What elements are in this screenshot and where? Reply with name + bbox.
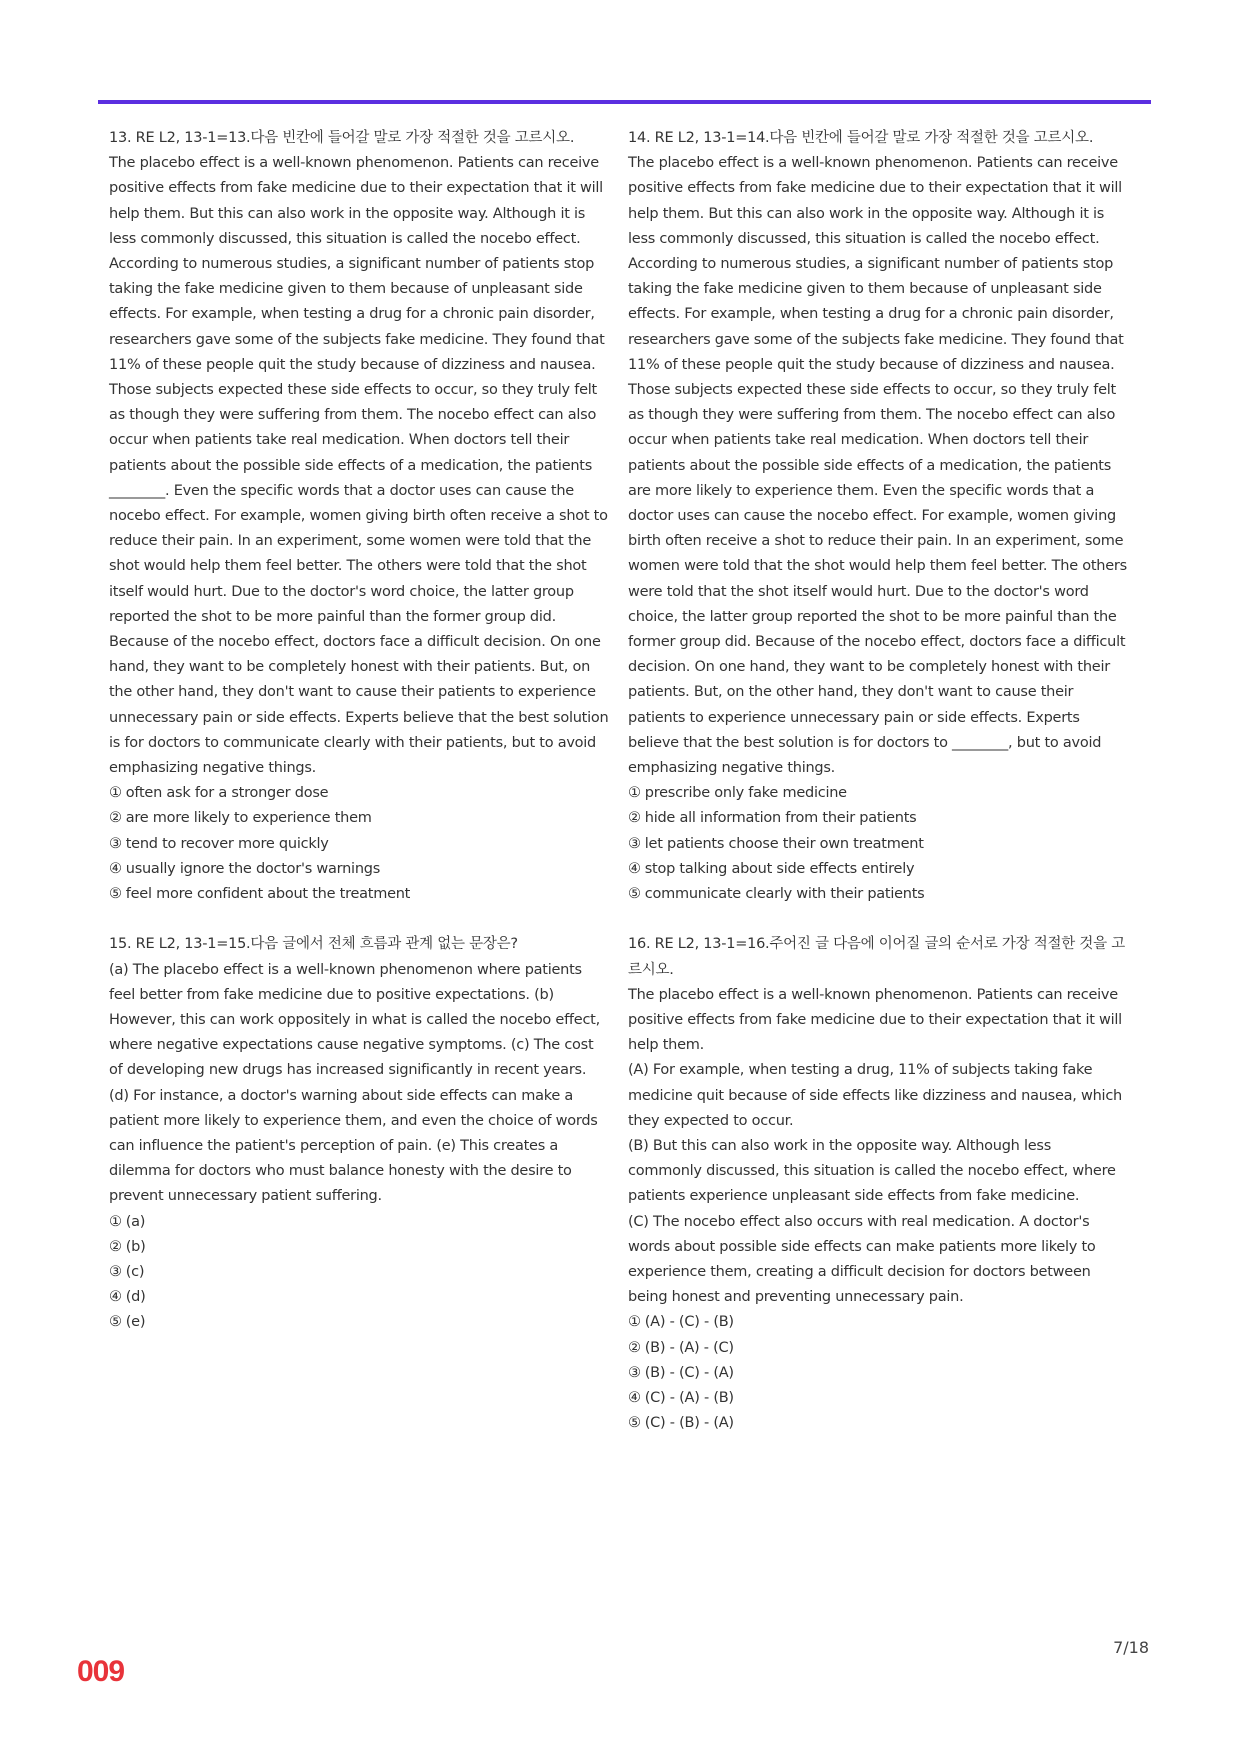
option-item[interactable] bbox=[109, 882, 609, 907]
option-number: ② bbox=[628, 810, 641, 827]
option-number: ⑤ bbox=[109, 886, 122, 903]
top-divider bbox=[98, 100, 1151, 104]
option-text: (b) bbox=[125, 1238, 146, 1255]
option-text: often ask for a stronger dose bbox=[125, 785, 329, 802]
option-number: ② bbox=[109, 1238, 122, 1255]
option-number: ① bbox=[628, 1314, 641, 1331]
option-number: ⑤ bbox=[628, 886, 641, 903]
option-item[interactable] bbox=[628, 857, 1128, 882]
right-column bbox=[628, 126, 1128, 1461]
question-16 bbox=[628, 932, 1128, 1436]
option-item[interactable] bbox=[109, 1235, 609, 1260]
option-text: feel more confident about the treatment bbox=[125, 886, 411, 903]
option-text: communicate clearly with their patients bbox=[644, 886, 925, 903]
option-number: ③ bbox=[109, 835, 122, 852]
option-number: ① bbox=[109, 1213, 122, 1230]
option-text: hide all information from their patients bbox=[644, 810, 917, 827]
question-14-header: 14. RE L2, 13-1=14.다음 빈칸에 들어갈 말로 가장 적절한 것을 고르시오. bbox=[628, 130, 1094, 146]
option-number: ② bbox=[109, 810, 122, 827]
option-text: (C) - (A) - (B) bbox=[644, 1389, 734, 1406]
option-text: (d) bbox=[125, 1289, 146, 1306]
question-15-header: 15. RE L2, 13-1=15.다음 글에서 전체 흐름과 관계 없는 문장은? bbox=[109, 936, 518, 953]
option-number: ② bbox=[628, 1339, 641, 1356]
option-item[interactable] bbox=[628, 1361, 1128, 1386]
option-number: ④ bbox=[109, 1289, 122, 1306]
page-number: 7/18 bbox=[1113, 1638, 1149, 1657]
question-16-paragraph-c: (C) The nocebo effect also occurs with real medication. A doctor's words about possible side effects can make patients more likely to experience them, creating a difficult decision for doctors between being honest and preventing unnecessary pain. bbox=[628, 1213, 1096, 1306]
option-item[interactable] bbox=[109, 1210, 609, 1235]
option-item[interactable] bbox=[109, 781, 609, 806]
option-number: ⑤ bbox=[109, 1314, 122, 1331]
question-14 bbox=[628, 126, 1128, 907]
option-item[interactable] bbox=[109, 806, 609, 831]
left-column bbox=[109, 126, 609, 1361]
option-item[interactable] bbox=[628, 1411, 1128, 1436]
question-16-paragraph-b: (B) But this can also work in the opposite way. Although less commonly discussed, this situation is called the nocebo effect, where patients experience unpleasant side effects from fake medicine. bbox=[628, 1137, 1116, 1205]
option-item[interactable] bbox=[628, 806, 1128, 831]
option-text: (e) bbox=[125, 1314, 146, 1331]
option-number: ⑤ bbox=[628, 1415, 641, 1432]
option-number: ③ bbox=[628, 1364, 641, 1381]
option-text: (C) - (B) - (A) bbox=[644, 1415, 734, 1432]
question-15-options bbox=[109, 1210, 609, 1336]
question-16-header: 16. RE L2, 13-1=16.주어진 글 다음에 이어질 글의 순서로 가장 적절한 것을 고르시오. bbox=[628, 936, 1126, 978]
option-text: (B) - (C) - (A) bbox=[644, 1364, 734, 1381]
option-number: ① bbox=[109, 785, 122, 802]
question-13-header: 13. RE L2, 13-1=13.다음 빈칸에 들어갈 말로 가장 적절한 것을 고르시오. bbox=[109, 130, 575, 146]
question-14-passage: The placebo effect is a well-known phenomenon. Patients can receive positive effects from fake medicine due to their expectation that it will help them. But this can also work in the opposite way. Although it is less commonly discussed, this situation is called the nocebo effect. According to numerous studies, a significant number of patients stop taking the fake medicine given to them because of unpleasant side effects. For example, when testing a drug for a chronic pain disorder, researchers gave some of the subjects fake medicine. They found that 11% of these people quit the study because of dizziness and nausea. Those subjects expected these side effects to occur, so they truly felt as though they were suffering from them. The nocebo effect can also occur when patients take real medication. When doctors tell their patients about the possible side effects of a medication, the patients are more likely to experience them. Even the specific words that a doctor uses can cause the nocebo effect. For example, women giving birth often receive a shot to reduce their pain. In an experiment, some women were told that the shot would help them feel better. The others were told that the shot itself would hurt. Due to the doctor's word choice, the latter group reported the shot to be more painful than the former group did. Because of the nocebo effect, doctors face a difficult decision. On one hand, they want to be completely honest with their patients. But, on the other hand, they don't want to cause their patients to experience unnecessary pain or side effects. Experts believe that the best solution is for doctors to ________, but to avoid emphasizing negative things. bbox=[628, 155, 1127, 777]
option-text: prescribe only fake medicine bbox=[644, 785, 847, 802]
question-13-options bbox=[109, 781, 609, 907]
option-number: ③ bbox=[628, 835, 641, 852]
option-item[interactable] bbox=[628, 882, 1128, 907]
option-item[interactable] bbox=[628, 781, 1128, 806]
question-13 bbox=[109, 126, 609, 907]
brand-logo: 009 bbox=[77, 1655, 125, 1688]
option-item[interactable] bbox=[109, 857, 609, 882]
question-13-passage: The placebo effect is a well-known phenomenon. Patients can receive positive effects from fake medicine due to their expectation that it will help them. But this can also work in the opposite way. Although it is less commonly discussed, this situation is called the nocebo effect. According to numerous studies, a significant number of patients stop taking the fake medicine given to them because of unpleasant side effects. For example, when testing a drug for a chronic pain disorder, researchers gave some of the subjects fake medicine. They found that 11% of these people quit the study because of dizziness and nausea. Those subjects expected these side effects to occur, so they truly felt as though they were suffering from them. The nocebo effect can also occur when patients take real medication. When doctors tell their patients about the possible side effects of a medication, the patients ________. Even the specific words that a doctor uses can cause the nocebo effect. For example, women giving birth often receive a shot to reduce their pain. In an experiment, some women were told that the shot would help them feel better. The others were told that the shot itself would hurt. Due to the doctor's word choice, the latter group reported the shot to be more painful than the former group did. Because of the nocebo effect, doctors face a difficult decision. On one hand, they want to be completely honest with their patients. But, on the other hand, they don't want to cause their patients to experience unnecessary pain or side effects. Experts believe that the best solution is for doctors to communicate clearly with their patients, but to avoid emphasizing negative things. bbox=[109, 155, 609, 777]
option-text: (B) - (A) - (C) bbox=[644, 1339, 734, 1356]
option-text: tend to recover more quickly bbox=[125, 835, 329, 852]
question-16-options bbox=[628, 1310, 1128, 1436]
question-16-intro: The placebo effect is a well-known phenomenon. Patients can receive positive effects from fake medicine due to their expectation that it will help them. bbox=[628, 986, 1122, 1054]
question-14-options bbox=[628, 781, 1128, 907]
option-number: ④ bbox=[109, 860, 122, 877]
option-item[interactable] bbox=[109, 1285, 609, 1310]
option-text: are more likely to experience them bbox=[125, 810, 372, 827]
option-item[interactable] bbox=[628, 1386, 1128, 1411]
option-text: let patients choose their own treatment bbox=[644, 835, 924, 852]
option-number: ④ bbox=[628, 860, 641, 877]
question-15 bbox=[109, 932, 609, 1335]
option-item[interactable] bbox=[109, 1310, 609, 1335]
option-item[interactable] bbox=[628, 832, 1128, 857]
option-text: (a) bbox=[125, 1213, 146, 1230]
option-item[interactable] bbox=[109, 1260, 609, 1285]
option-item[interactable] bbox=[628, 1310, 1128, 1335]
option-item[interactable] bbox=[628, 1336, 1128, 1361]
question-15-passage: (a) The placebo effect is a well-known phenomenon where patients feel better from fake medicine due to positive expectations. (b) However, this can work oppositely in what is called the nocebo effect, where negative expectations cause negative symptoms. (c) The cost of developing new drugs has increased significantly in recent years. (d) For instance, a doctor's warning about side effects can make a patient more likely to experience them, and even the choice of words can influence the patient's perception of pain. (e) This creates a dilemma for doctors who must balance honesty with the desire to prevent unnecessary patient suffering. bbox=[109, 961, 600, 1205]
option-number: ① bbox=[628, 785, 641, 802]
option-text: stop talking about side effects entirely bbox=[644, 860, 915, 877]
option-number: ③ bbox=[109, 1263, 122, 1280]
option-text: (A) - (C) - (B) bbox=[644, 1314, 734, 1331]
option-number: ④ bbox=[628, 1389, 641, 1406]
question-16-paragraph-a: (A) For example, when testing a drug, 11% of subjects taking fake medicine quit because of side effects like dizziness and nausea, which they expected to occur. bbox=[628, 1062, 1123, 1129]
option-item[interactable] bbox=[109, 832, 609, 857]
option-text: (c) bbox=[125, 1263, 145, 1280]
option-text: usually ignore the doctor's warnings bbox=[125, 860, 381, 877]
